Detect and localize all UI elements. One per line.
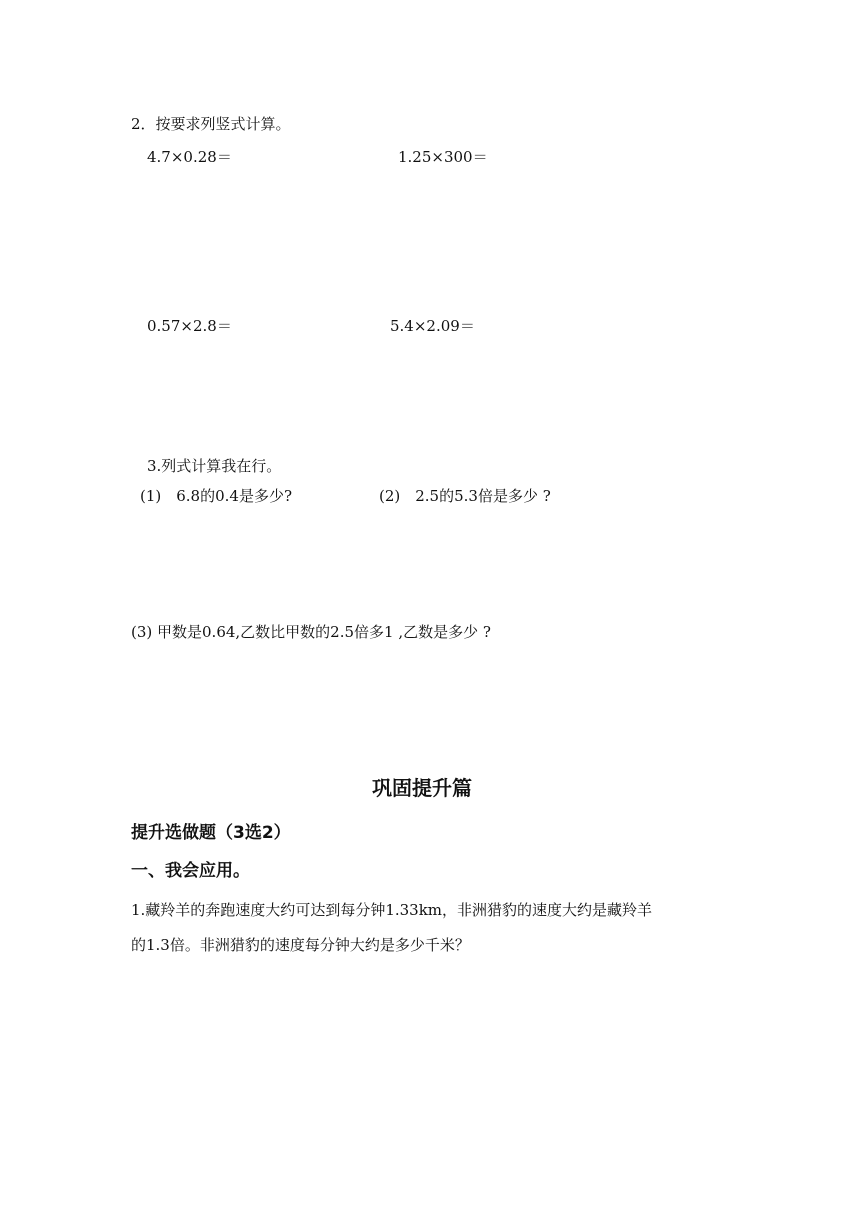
section-title: 巩固提升篇 [372, 776, 472, 800]
application-question-line-1: 1.藏羚羊的奔跑速度大约可达到每分钟1.33km，非洲猎豹的速度大约是藏羚羊 [131, 901, 653, 919]
word-problem-1: (1) 6.8的0.4是多少? [140, 487, 293, 505]
part-heading: 一、我会应用。 [131, 861, 250, 881]
problem-5-4x2-09: 5.4×2.09＝ [390, 317, 475, 335]
application-question-line-2: 的1.3倍。非洲猎豹的速度每分钟大约是多少千米？ [131, 936, 470, 954]
word-problem-2: (2) 2.5的5.3倍是多少 ? [379, 487, 551, 505]
section3-heading: 3.列式计算我在行。 [147, 457, 282, 475]
problem-0-57x2-8: 0.57×2.8＝ [147, 317, 232, 335]
section2-heading: 2．按要求列竖式计算。 [131, 115, 291, 133]
problem-1-25x300: 1.25×300＝ [398, 148, 488, 166]
section-subtitle: 提升选做题（3选2） [131, 823, 291, 843]
problem-4-7x0-28: 4.7×0.28＝ [147, 148, 232, 166]
word-problem-3: (3) 甲数是0.64,乙数比甲数的2.5倍多1 ,乙数是多少 ? [131, 623, 491, 641]
